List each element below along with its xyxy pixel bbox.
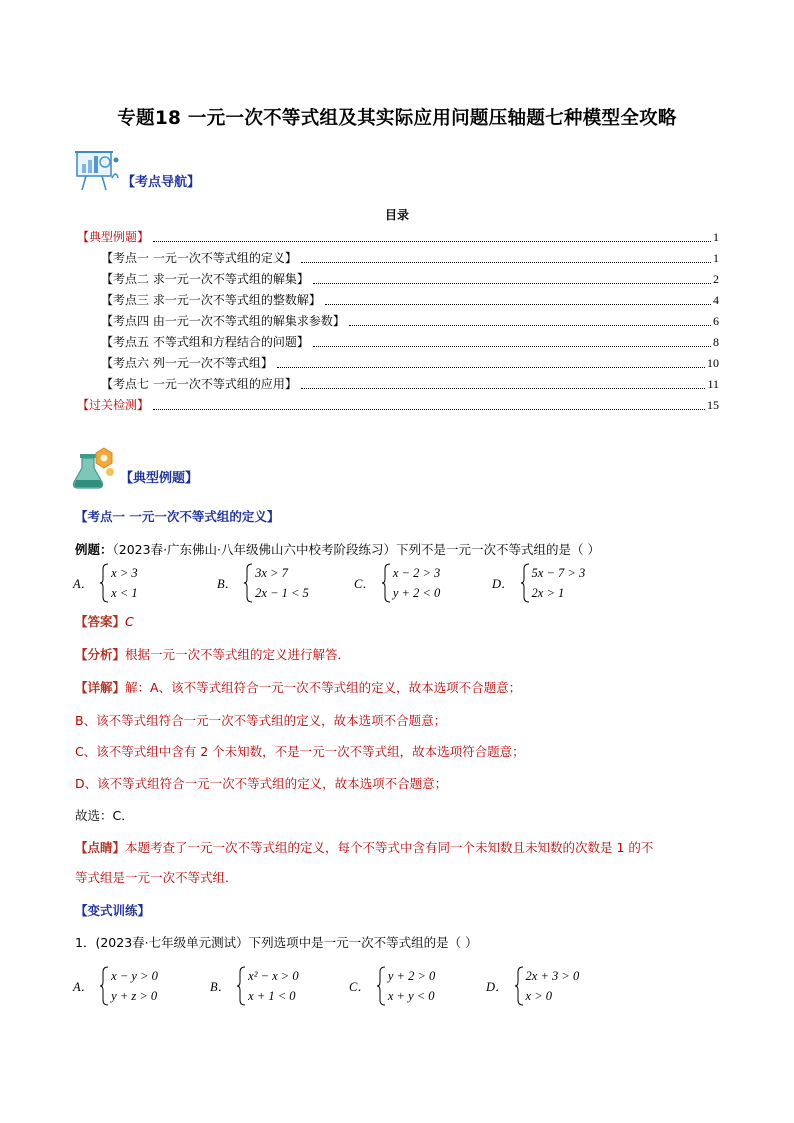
detail-text: 解：A、该不等式组符合一元一次不等式组的定义，故本选项不合题意； (125, 680, 522, 695)
inequality-line: x > 0 (525, 989, 553, 1003)
answer-value: C (125, 614, 134, 629)
inequality-line: y + z > 0 (111, 989, 158, 1003)
toc-page: 2 (713, 272, 719, 286)
inequality-line: y + 2 < 0 (392, 586, 441, 600)
analysis-text: 根据一元一次不等式组的定义进行解答． (125, 647, 351, 662)
nav-section-header (74, 148, 200, 194)
comment-line (75, 838, 653, 856)
option-letter: C． (349, 980, 370, 994)
left-brace-icon (236, 966, 246, 1006)
toc-label: 【典型例题】 (77, 230, 150, 244)
inequality-line: x < 1 (111, 586, 138, 600)
left-brace-icon (514, 966, 524, 1006)
option-a[interactable] (73, 965, 210, 1007)
page-title: 专题18 一元一次不等式组及其实际应用问题压轴题七种模型全攻略 (117, 108, 677, 129)
example-options (73, 562, 585, 604)
q1-options (73, 965, 579, 1007)
toc-label: 【考点七 一元一次不等式组的应用】 (101, 377, 297, 391)
option-letter: A． (73, 980, 94, 994)
option-c[interactable] (349, 965, 486, 1007)
toc-row[interactable] (101, 290, 719, 308)
example-text: （2023春·广东佛山·八年级佛山六中校考阶段练习）下列不是一元一次不等式组的是（ ） (112, 542, 600, 557)
inequality-line: x − 2 > 3 (392, 566, 441, 580)
toc-leader (277, 367, 705, 368)
toc-heading: 目录 (384, 208, 409, 222)
examples-header-label: 【典型例题】 (120, 471, 199, 486)
toc-row[interactable] (101, 269, 719, 287)
toc-row[interactable] (101, 248, 719, 266)
toc-leader (301, 262, 711, 263)
toc-page: 1 (713, 230, 719, 244)
answer-line (75, 612, 134, 630)
left-brace-icon (243, 563, 253, 603)
option-letter: D． (486, 980, 508, 994)
toc-row[interactable] (101, 311, 719, 329)
left-brace-icon (520, 563, 530, 603)
left-brace-icon (376, 966, 386, 1006)
option-letter: B． (210, 980, 231, 994)
inequality-line: y + 2 > 0 (387, 969, 436, 983)
toc-leader (301, 388, 706, 389)
inequality-line: 3x > 7 (255, 566, 288, 580)
flask-icon (72, 444, 118, 490)
analysis-line (75, 645, 350, 663)
toc-label: 【考点二 求一元一次不等式组的解集】 (101, 272, 309, 286)
toc-row[interactable] (101, 353, 719, 371)
inequality-line: 5x − 7 > 3 (531, 566, 586, 580)
nav-header-label: 【考点导航】 (122, 175, 201, 190)
detail-line (75, 678, 521, 696)
toc-leader (153, 241, 711, 242)
detail-line: D、该不等式组符合一元一次不等式组的定义，故本选项不合题意； (75, 776, 448, 791)
toc-row[interactable] (101, 332, 719, 350)
question-1: 1．(2023春·七年级单元测试）下列选项中是一元一次不等式组的是（ ） (75, 935, 478, 950)
inequality-line: x + y < 0 (387, 989, 435, 1003)
inequality-system (99, 966, 158, 1006)
toc-page: 6 (713, 314, 719, 328)
toc-leader (313, 283, 711, 284)
toc-leader (153, 409, 705, 410)
analysis-label: 【分析】 (75, 647, 126, 662)
comment-line-2: 等式组是一元一次不等式组． (75, 870, 238, 885)
toc-leader (325, 304, 711, 305)
toc-leader (349, 325, 711, 326)
inequality-system (381, 563, 440, 603)
inequality-line: x + 1 < 0 (248, 989, 296, 1003)
toc-label: 【考点四 由一元一次不等式组的解集求参数】 (101, 314, 345, 328)
detail-line: C、该不等式组中含有 2 个未知数，不是一元一次不等式组，故本选项符合题意； (75, 744, 525, 759)
example-label: 例题： (75, 542, 113, 557)
option-a[interactable] (73, 562, 217, 604)
comment-label: 【点睛】 (75, 840, 126, 855)
topic1-heading (75, 507, 279, 525)
left-brace-icon (99, 966, 109, 1006)
inequality-system (514, 966, 580, 1006)
toc-page: 1 (713, 251, 719, 265)
inequality-system (376, 966, 435, 1006)
inequality-line: 2x > 1 (531, 586, 565, 600)
example-question (75, 540, 600, 558)
option-c[interactable] (354, 562, 492, 604)
practice-heading (75, 901, 150, 919)
toc-leader (313, 346, 711, 347)
inequality-system (99, 563, 137, 603)
toc-label: 【考点六 列一元一次不等式组】 (101, 356, 273, 370)
conclusion-line: 故选：C． (75, 808, 134, 823)
toc-label: 【过关检测】 (77, 398, 150, 412)
comment-text: 本题考查了一元一次不等式组的定义，每个不等式中含有同一个未知数且未知数的次数是 1 的不 (125, 840, 654, 855)
option-b[interactable] (217, 562, 354, 604)
left-brace-icon (381, 563, 391, 603)
practice-label: 【变式训练】 (75, 903, 151, 918)
option-letter: B． (217, 577, 238, 591)
option-letter: D． (492, 577, 514, 591)
examples-section-header (72, 444, 198, 490)
option-letter: C． (354, 577, 375, 591)
toc-label: 【考点五 不等式组和方程结合的问题】 (101, 335, 309, 349)
toc-page: 11 (707, 377, 719, 391)
option-letter: A． (73, 577, 94, 591)
inequality-system (520, 563, 586, 603)
inequality-system (243, 563, 309, 603)
detail-label: 【详解】 (75, 680, 126, 695)
option-d[interactable] (492, 562, 585, 604)
left-brace-icon (99, 563, 109, 603)
toc-page: 15 (707, 398, 719, 412)
inequality-line: x² − x > 0 (248, 969, 299, 983)
toc-label: 【考点三 求一元一次不等式组的整数解】 (101, 293, 321, 307)
toc-row[interactable] (77, 227, 719, 245)
inequality-system (236, 966, 298, 1006)
toc-page: 4 (713, 293, 719, 307)
detail-line: B、该不等式组符合一元一次不等式组的定义，故本选项不合题意； (75, 713, 447, 728)
inequality-line: 2x + 3 > 0 (525, 969, 580, 983)
presentation-board-icon (74, 148, 120, 194)
topic1-label: 【考点一 一元一次不等式组的定义】 (75, 509, 280, 524)
toc-label: 【考点一 一元一次不等式组的定义】 (101, 251, 297, 265)
inequality-line: x > 3 (111, 566, 138, 580)
option-b[interactable] (210, 965, 349, 1007)
inequality-line: x − y > 0 (111, 969, 158, 983)
toc-page: 8 (713, 335, 719, 349)
option-d[interactable] (486, 965, 579, 1007)
inequality-line: 2x − 1 < 5 (255, 586, 309, 600)
toc-row[interactable] (77, 395, 719, 413)
answer-label: 【答案】 (75, 614, 126, 629)
toc-row[interactable] (101, 374, 719, 392)
toc-page: 10 (707, 356, 719, 370)
